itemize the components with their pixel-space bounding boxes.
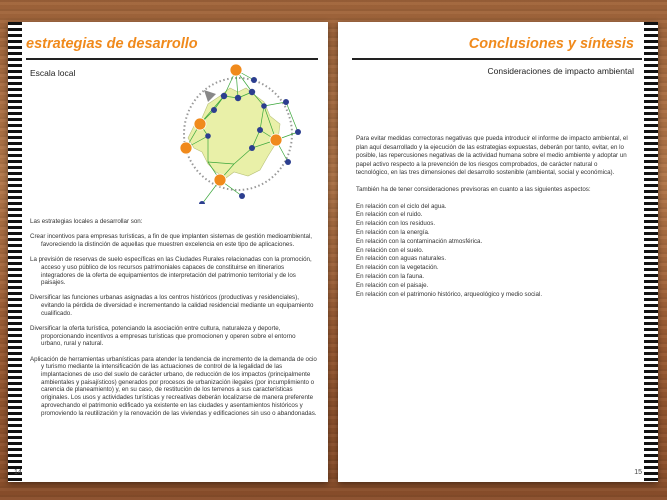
- list-item: En relación con la vegetación.: [356, 264, 439, 272]
- right-page: [338, 22, 658, 482]
- left-page-title: estrategias de desarrollo: [26, 36, 198, 52]
- left-page-stripes: [8, 22, 22, 482]
- right-page-stripes: [644, 22, 658, 482]
- strategy-item: La previsión de reservas de suelo específicas en las Ciudades Rurales relacionadas con la promoción, acceso y uso público de los recursos patrimoniales capaces de constituirse en itinerarios integradores de la oferta de equipamientos de interpretación del patrimonio territorial y de los paisajes.: [30, 256, 312, 287]
- left-page-subtitle: Escala local: [30, 68, 76, 78]
- aspects-list: [356, 203, 628, 300]
- strategies-intro: Las estrategias locales a desarrollar son:: [30, 218, 143, 225]
- right-page-title: Conclusiones y síntesis: [468, 36, 634, 52]
- strategy-item: Diversificar la oferta turística, potenciando la asociación entre cultura, naturaleza y deporte, proporcionando incentivos a empresas turísticas que promocionen y operen sobre el entorno urbano, rural y natural.: [30, 325, 296, 348]
- list-item: En relación con el suelo.: [356, 246, 424, 254]
- right-body-text: [356, 135, 628, 299]
- strategy-item: Aplicación de herramientas urbanísticas para atender la tendencia de incremento de la demanda de ocio y turismo mediante la intensificación de las actuaciones de control de la legalidad de las implantaciones de uso del suelo de carácter urbano, de reducción de los impactos (principalmente ambientales y paisajísticos) generados por procesos de urbanización ilegales (por incumplimiento o carencia de planeamiento) y, en su caso, de restitución de los terrenos a sus características originales. Los usos y actividades turísticas y recreativas deberán localizarse de manera preferente aprovechando el patrimonio edificado ya existente en las ciudades y asentamientos históricos y promoviendo la reutilización y la renovación de las viviendas y edificaciones sin uso o abandonadas.: [30, 355, 317, 417]
- strategy-item: Diversificar las funciones urbanas asignadas a los centros históricos (productivas y residenciales), evitando la pérdida de diversidad e incrementando la calidad residencial mediante un equipamiento cualificado.: [30, 294, 314, 317]
- list-item: En relación con los residuos.: [356, 220, 436, 228]
- list-item: En relación con el ciclo del agua.: [356, 202, 447, 210]
- list-item: En relación con el patrimonio histórico, arqueológico y medio social.: [356, 290, 543, 298]
- left-body-text: [30, 218, 318, 425]
- territory-network-map: [168, 52, 308, 204]
- list-item: En relación con la fauna.: [356, 272, 425, 280]
- page-number: 15: [634, 469, 642, 476]
- right-title-rule: [352, 58, 642, 60]
- strategy-item: Crear incentivos para empresas turísticas, a fin de que implanten sistemas de gestión medioambiental, favoreciendo la distinción de aquellas que muestren excelencia en este tipo de aplicaciones.: [30, 233, 313, 248]
- list-item: En relación con aguas naturales.: [356, 255, 447, 263]
- impact-paragraph: Para evitar medidas correctoras negativas que pueda introducir el informe de impacto ambiental, el plan aquí desarrollado y la ejecución de las estrategias expuestas, deberán por tanto, evitar, en lo posible, las repercusiones negativas de la actividad humana sobre el medio ambiente y adoptar un papel activo respecto a la prevención de los riesgos comprobados, de carácter natural o tecnológico, en las tres dimensiones del desarrollo sostenible (ambiental, social y económica).: [356, 135, 628, 177]
- left-page: [8, 22, 328, 482]
- list-item: En relación con la contaminación atmosférica.: [356, 237, 483, 245]
- page-number: 14: [14, 469, 22, 476]
- right-page-subtitle: Consideraciones de impacto ambiental: [487, 66, 634, 76]
- list-item: En relación con el paisaje.: [356, 281, 429, 289]
- list-item: En relación con el ruido.: [356, 211, 423, 219]
- list-item: En relación con la energía.: [356, 228, 430, 236]
- aspects-intro: También ha de tener consideraciones previsoras en cuanto a las siguientes aspectos:: [356, 185, 591, 193]
